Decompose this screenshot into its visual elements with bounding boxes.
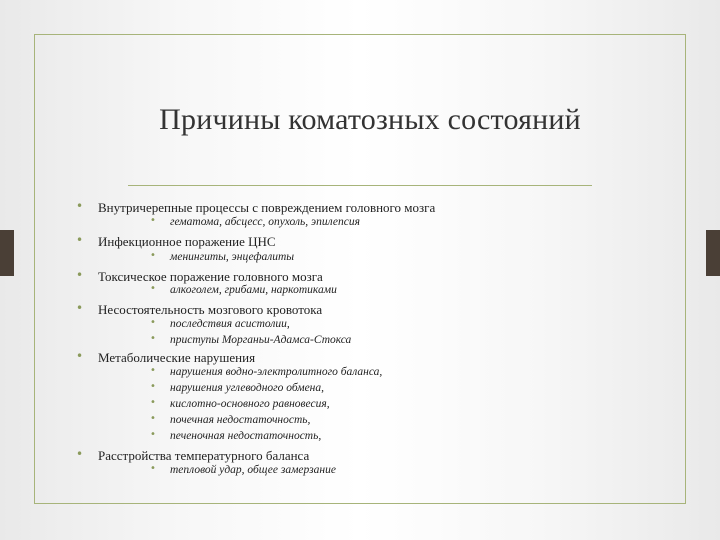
bullet-glyph: • (150, 413, 156, 424)
list-subitem: менингиты, энцефалиты (170, 251, 295, 263)
bullet-glyph: • (150, 397, 156, 408)
list-item: Метаболические нарушения (98, 350, 256, 365)
bullet-glyph: • (150, 429, 156, 440)
bullet-glyph: • (76, 199, 84, 213)
list-subitem: тепловой удар, общее замерзание (170, 464, 336, 476)
list-subitem: нарушения углеводного обмена, (170, 382, 325, 394)
bullet-glyph: • (150, 333, 156, 344)
list-subitem: приступы Морганьи-Адамса-Стокса (170, 334, 352, 346)
bullet-glyph: • (150, 365, 156, 376)
bullet-glyph: • (150, 463, 156, 474)
list-item: Внутричерепные процессы с повреждением головного мозга (98, 200, 436, 215)
bullet-glyph: • (150, 283, 156, 294)
list-subitem: последствия асистолии, (170, 318, 290, 330)
list-subitem: гематома, абсцесс, опухоль, эпилепсия (170, 216, 360, 228)
slide-title: Причины коматозных состояний (159, 103, 581, 136)
list-item: Расстройства температурного баланса (98, 448, 310, 463)
list-item: Несостоятельность мозгового кровотока (98, 302, 323, 317)
list-subitem: алкоголем, грибами, наркотиками (170, 284, 337, 296)
bullet-glyph: • (150, 317, 156, 328)
bullet-glyph: • (150, 381, 156, 392)
bullet-glyph: • (150, 250, 156, 261)
bullet-glyph: • (76, 301, 84, 315)
list-subitem: кислотно-основного равновесия, (170, 398, 330, 410)
list-subitem: нарушения водно-электролитного баланса, (170, 366, 383, 378)
bullet-glyph: • (150, 215, 156, 226)
list-subitem: почечная недостаточность, (170, 414, 311, 426)
bullet-glyph: • (76, 233, 84, 247)
bullet-glyph: • (76, 349, 84, 363)
bullet-glyph: • (76, 268, 84, 282)
list-subitem: печеночная недостаточность, (170, 430, 322, 442)
list-item: Токсическое поражение головного мозга (98, 269, 323, 284)
bullet-glyph: • (76, 447, 84, 461)
list-item: Инфекционное поражение ЦНС (98, 234, 276, 249)
